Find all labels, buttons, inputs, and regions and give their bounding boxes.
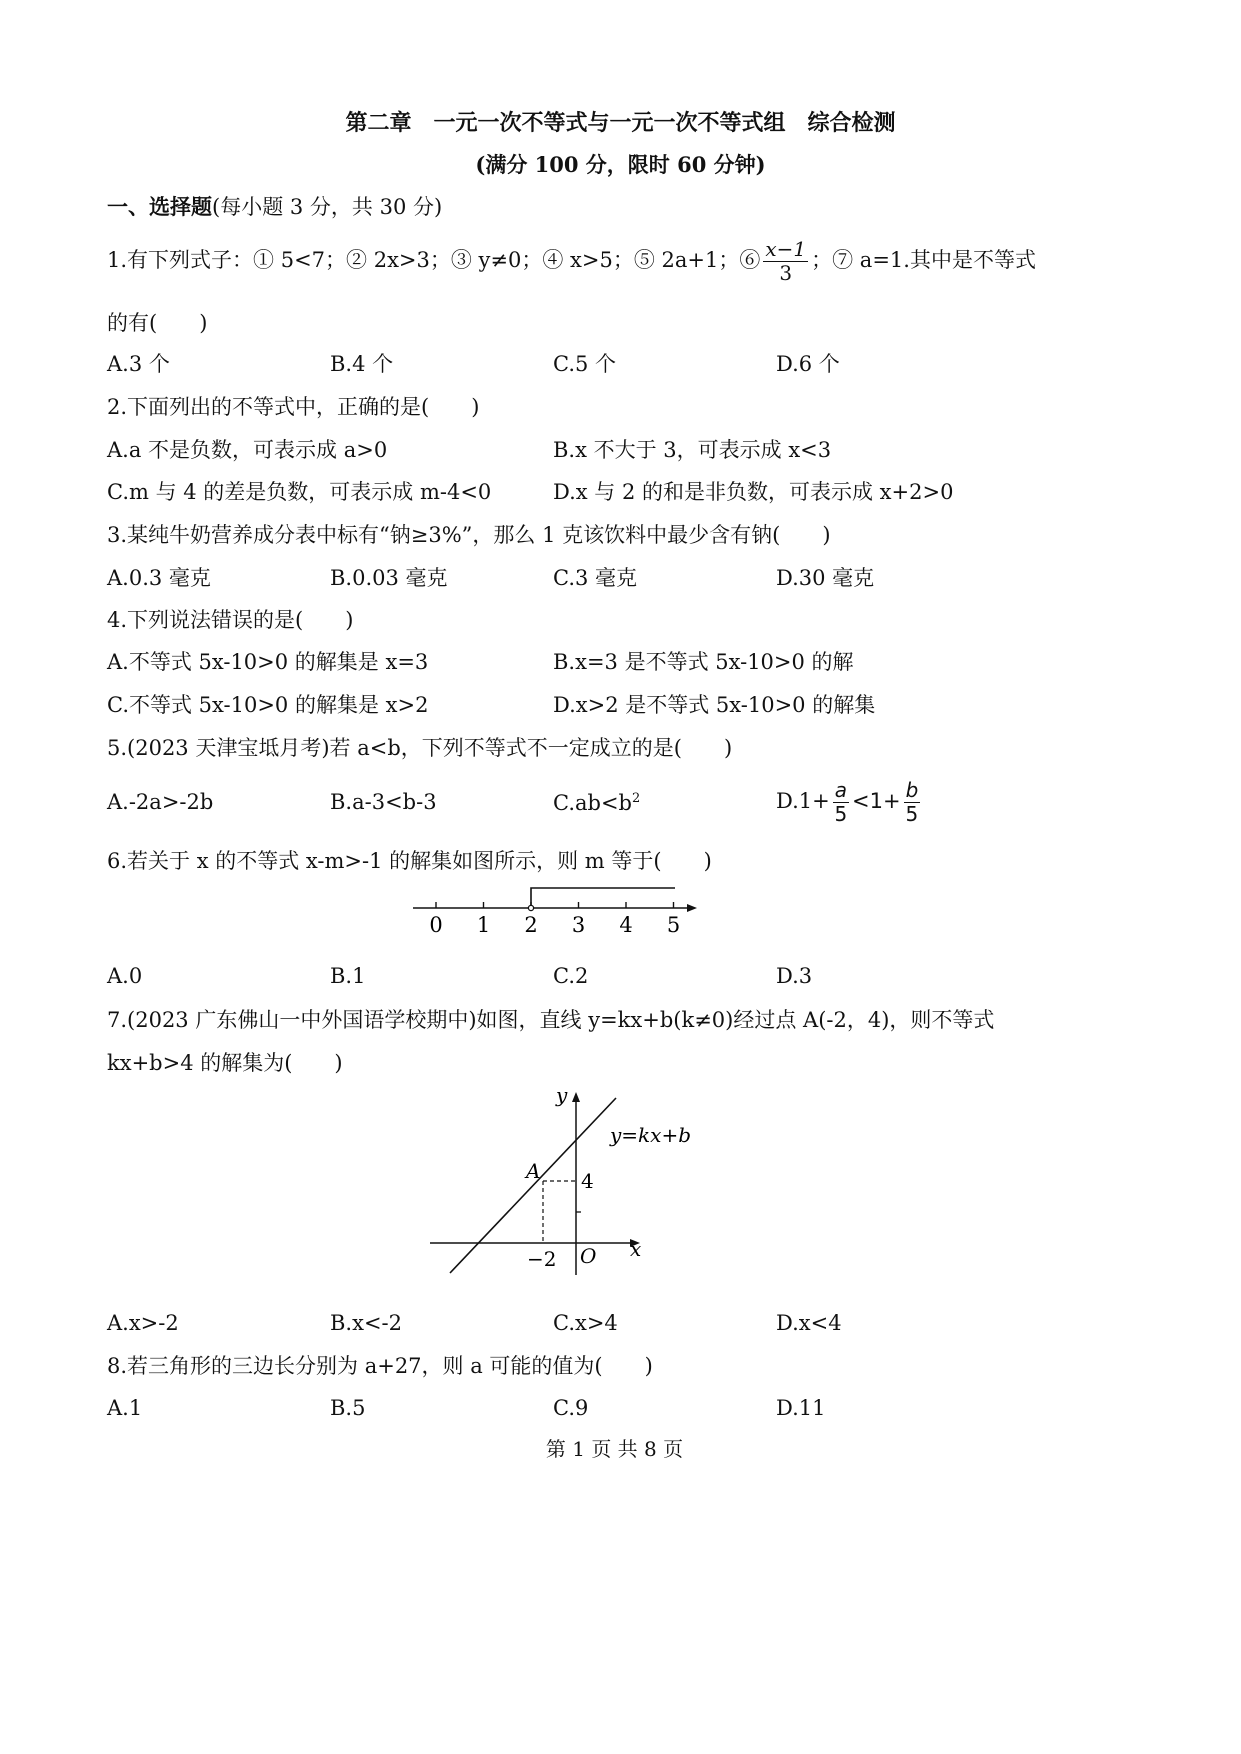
q5-option-d[interactable] (776, 776, 923, 826)
q6-open-point (528, 905, 533, 910)
q5-option-c[interactable] (553, 792, 640, 814)
q6-tick-label-5: 5 (666, 913, 681, 937)
q3-option-c[interactable]: C.3 毫克 (553, 566, 638, 590)
q2-option-c[interactable]: C.m 与 4 的差是负数，可表示成 m-4<0 (107, 480, 492, 504)
q7-line-label: y=kx+b (610, 1123, 692, 1147)
q7-x-tick-label: −2 (527, 1247, 557, 1271)
q6-tick-label-4: 4 (619, 913, 633, 937)
q3-option-a[interactable]: A.0.3 毫克 (107, 566, 211, 590)
q7-option-c[interactable]: C.x>4 (553, 1311, 618, 1335)
q5-option-c-text: C.ab<b (553, 791, 632, 815)
q8-stem: 8.若三角形的三边长分别为 a+27，则 a 可能的值为( ) (107, 1354, 653, 1378)
q3-option-b[interactable]: B.0.03 毫克 (330, 566, 448, 590)
q6-tick-label-1: 1 (476, 913, 491, 937)
q1-option-c[interactable]: C.5 个 (553, 352, 617, 376)
q5-d-frac2-num: b (905, 778, 919, 802)
q6-option-b[interactable]: B.1 (330, 964, 366, 988)
q5-d-frac1-den: 5 (834, 802, 848, 826)
q7-origin-label: O (580, 1244, 597, 1268)
q7-option-d[interactable]: D.x<4 (776, 1311, 842, 1335)
q4-option-c[interactable]: C.不等式 5x-10>0 的解集是 x>2 (107, 693, 429, 717)
q1-text-a: 1.有下列式子：① 5<7；② 2x>3；③ y≠0；④ x>5；⑤ 2a+1；⑥ (107, 248, 761, 272)
q1-option-d[interactable]: D.6 个 (776, 352, 840, 376)
q1-frac-num: x−1 (765, 237, 807, 261)
q5-d-frac1-num: a (834, 778, 847, 802)
q7-option-b[interactable]: B.x<-2 (330, 1311, 403, 1335)
q7-point-label: A (526, 1159, 541, 1183)
q5-option-d-frac2 (904, 779, 921, 826)
q1-option-b[interactable]: B.4 个 (330, 352, 394, 376)
q6-tick-label-0: 0 (429, 913, 443, 937)
q8-option-a[interactable]: A.1 (107, 1396, 143, 1420)
section-heading-bold: 一、选择题 (107, 194, 212, 219)
q2-option-d[interactable]: D.x 与 2 的和是非负数，可表示成 x+2>0 (553, 480, 954, 504)
q5-option-a[interactable]: A.-2a>-2b (107, 790, 214, 814)
page-footer: 第 1 页 共 8 页 (545, 1437, 684, 1461)
q5-option-d-mid: <1+ (852, 789, 901, 813)
q5-option-b[interactable]: B.a-3<b-3 (330, 790, 437, 814)
q6-axis-arrow (687, 904, 697, 912)
q5-stem: 5.(2023 天津宝坻月考)若 a<b，下列不等式不一定成立的是( ) (107, 736, 733, 760)
q1-stem (107, 236, 1036, 284)
q4-option-b[interactable]: B.x=3 是不等式 5x-10>0 的解 (553, 650, 854, 674)
q6-option-d[interactable]: D.3 (776, 964, 813, 988)
q1-stem-line2: 的有( ) (107, 311, 208, 335)
q4-option-a[interactable]: A.不等式 5x-10>0 的解集是 x=3 (107, 650, 429, 674)
q4-option-d[interactable]: D.x>2 是不等式 5x-10>0 的解集 (553, 693, 876, 717)
q1-fraction (763, 238, 808, 285)
section-heading (107, 196, 442, 218)
q7-x-label: x (630, 1237, 642, 1261)
q6-tick-label-3: 3 (571, 913, 586, 937)
q7-y-tick-label: 4 (581, 1169, 594, 1193)
q6-option-a[interactable]: A.0 (107, 964, 143, 988)
page-subtitle: (满分 100 分，限时 60 分钟) (475, 152, 766, 177)
q6-stem: 6.若关于 x 的不等式 x-m>-1 的解集如图所示，则 m 等于( ) (107, 849, 712, 873)
q2-stem: 2.下面列出的不等式中，正确的是( ) (107, 395, 480, 419)
section-heading-rest: (每小题 3 分，共 30 分) (212, 195, 443, 219)
q1-text-b: ；⑦ a=1.其中是不等式 (811, 248, 1036, 272)
q8-option-c[interactable]: C.9 (553, 1396, 589, 1420)
q7-option-a[interactable]: A.x>-2 (107, 1311, 179, 1335)
q6-option-c[interactable]: C.2 (553, 964, 589, 988)
q7-y-axis-arrow (572, 1092, 580, 1102)
q2-option-a[interactable]: A.a 不是负数，可表示成 a>0 (107, 438, 388, 462)
page-title: 第二章 一元一次不等式与一元一次不等式组 综合检测 (345, 110, 896, 136)
q6-solution-bracket (531, 888, 675, 908)
q5-d-frac2-den: 5 (905, 802, 919, 826)
q7-graph-figure (420, 1080, 700, 1280)
q4-stem: 4.下列说法错误的是( ) (107, 608, 354, 632)
q7-y-label: y (556, 1083, 568, 1107)
q7-stem-line2: kx+b>4 的解集为( ) (107, 1051, 343, 1075)
q5-option-c-sup: 2 (632, 791, 641, 806)
q8-option-b[interactable]: B.5 (330, 1396, 366, 1420)
q3-stem: 3.某纯牛奶营养成分表中标有“钠≥3%”，那么 1 克该饮料中最少含有钠( ) (107, 523, 831, 547)
q1-option-a[interactable]: A.3 个 (107, 352, 170, 376)
q1-frac-den: 3 (779, 261, 793, 285)
q6-number-line-figure (405, 880, 705, 942)
q2-option-b[interactable]: B.x 不大于 3，可表示成 x<3 (553, 438, 832, 462)
q5-option-d-pre: D.1+ (776, 789, 830, 813)
q8-option-d[interactable]: D.11 (776, 1396, 826, 1420)
q3-option-d[interactable]: D.30 毫克 (776, 566, 875, 590)
q5-option-d-frac1 (833, 779, 849, 826)
q7-stem-line1: 7.(2023 广东佛山一中外国语学校期中)如图，直线 y=kx+b(k≠0)经过点 A(-2，4)，则不等式 (107, 1008, 995, 1032)
q6-tick-label-2: 2 (524, 913, 538, 937)
